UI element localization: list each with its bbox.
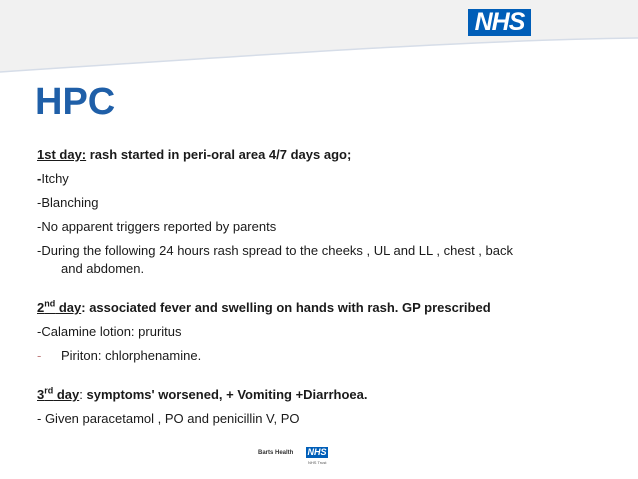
day1-text: rash started in peri-oral area 4/7 days ago; [86,147,352,162]
day2-item-piriton: - Piriton: chlorphenamine. [37,348,202,363]
day1-item-triggers: -No apparent triggers reported by parents [37,219,277,234]
header-swoosh-decoration [0,0,638,80]
day3-item-given: - Given paracetamol , PO and penicillin V, PO [37,411,300,426]
day3-text: symptoms' worsened, + Vomiting +Diarrhoea. [82,387,368,402]
footer-nhs-logo: NHS [307,447,327,457]
dash-bullet: - [37,348,42,363]
day1-label: 1st day: [37,147,87,162]
day2-label: 2nd day [37,298,82,315]
footer-org: Barts Health [258,450,294,456]
slide-title: HPC [35,81,116,123]
day2-text: : associated fever and swelling on hands with rash. GP prescribed [81,300,491,315]
day2-item-calamine: -Calamine lotion: pruritus [37,324,182,339]
day3-label: 3rd day [37,385,80,402]
day1-item-blanching: -Blanching [37,195,99,210]
slide-content [37,146,597,434]
day1-heading [37,146,597,164]
day1-item-spread: -During the following 24 hours rash spread to the cheeks , UL and LL , chest , back [37,243,513,258]
nhs-logo: NHS [468,9,531,36]
barts-health-logo [258,447,330,469]
day2-heading [37,299,597,317]
day3-heading: 3rd day: symptoms' worsened, + Vomiting +Diarrhoea. [37,385,368,402]
day1-item-itchy: -Itchy [37,171,69,186]
footer-trust: NHS Trust [308,460,327,465]
day1-item-spread-continuation: and abdomen. [61,261,145,276]
